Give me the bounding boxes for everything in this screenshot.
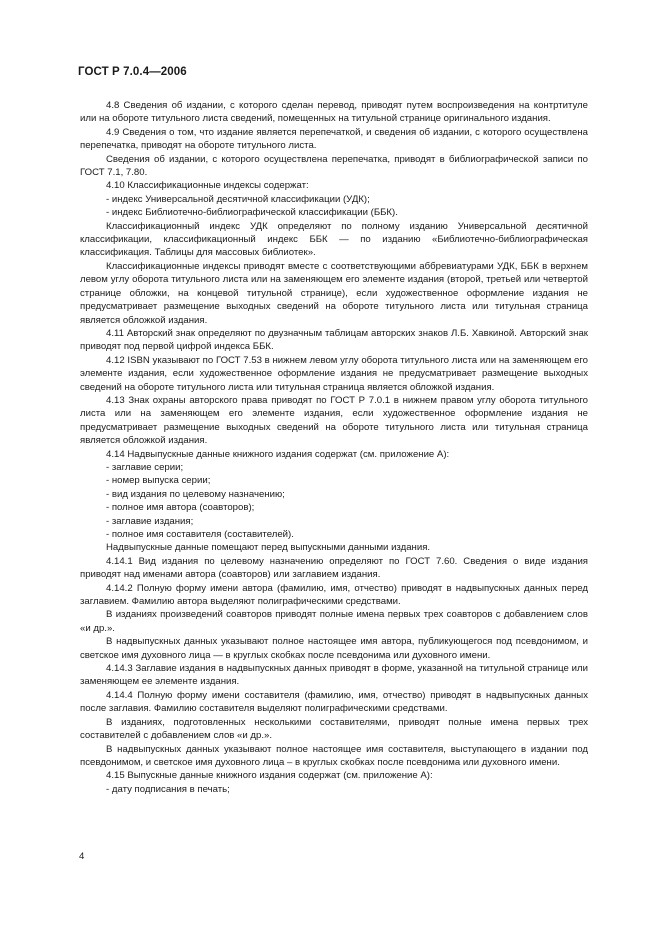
- paragraph: Классификационные индексы приводят вместе с соответствующими аббревиатурами УДК, ББК в верхнем левом углу оборота титульного листа или на заменяющем его элементе издания (второй, третьей или четвертой странице обложки, на концевой титульной странице), если художественное оформление издания не предусматривает размещение выходных сведений на обороте титульного листа или титульная страница является обложкой издания.: [80, 260, 588, 326]
- paragraph: В изданиях произведений соавторов приводят полные имена первых трех соавторов с добавлением слов «и др.».: [80, 609, 588, 634]
- paragraph: 4.14.1 Вид издания по целевому назначению определяют по ГОСТ 7.60. Сведения о виде издания приводят над именами автора (соавторов) или заглавием издания.: [80, 555, 588, 581]
- paragraph: 4.15 Выпускные данные книжного издания содержат (см. приложение А):: [106, 770, 433, 782]
- paragraph: В надвыпускных данных указывают полное настоящее имя составителя, выступающего в издании под псевдонимом, и светское имя духовного лица – в круглых скобках после псевдонима или духовного имени.: [80, 743, 588, 768]
- document-body: [80, 99, 588, 796]
- list-item: - заглавие серии;: [106, 461, 184, 473]
- list-item: - заглавие издания;: [106, 515, 194, 527]
- list-item: - полное имя составителя (составителей).: [106, 529, 294, 540]
- list-item: - полное имя автора (соавторов);: [106, 502, 255, 514]
- paragraph: 4.14.4 Полную форму имени составителя (фамилию, имя, отчество) приводят в надвыпускных данных после заглавия. Фамилию составителя выделяют полиграфическими средствами.: [80, 689, 588, 715]
- list-item: - индекс Универсальной десятичной классификации (УДК);: [106, 193, 370, 205]
- paragraph: Классификационный индекс УДК определяют по полному изданию Универсальной десятичной классификации, классификационный индекс ББК — по изданию «Библиотечно-библиографическая классификация. Таблицы для массовых библиотек».: [80, 220, 588, 259]
- list-item: - номер выпуска серии;: [106, 475, 211, 487]
- page-number: 4: [79, 851, 85, 862]
- paragraph: Сведения об издании, с которого осуществлена перепечатка, приводят в библиографической записи по ГОСТ 7.1, 7.80.: [80, 153, 588, 179]
- paragraph: 4.14 Надвыпускные данные книжного издания содержат (см. приложение А):: [106, 448, 450, 460]
- paragraph: 4.11 Авторский знак определяют по двузначным таблицам авторских знаков Л.Б. Хавкиной. Авторский знак приводят под первой цифрой индекса ББК.: [80, 327, 588, 353]
- paragraph: 4.14.2 Полную форму имени автора (фамилию, имя, отчество) приводят в надвыпускных данных перед заглавием. Фамилию автора выделяют полиграфическими средствами.: [80, 582, 588, 608]
- paragraph: 4.8 Сведения об издании, с которого сделан перевод, приводят путем воспроизведения на контртитуле или на обороте титульного листа сведений, помещенных на титульной странице оригинального издания.: [80, 100, 588, 125]
- paragraph: Надвыпускные данные помещают перед выпускными данными издания.: [106, 542, 431, 554]
- list-item: - дату подписания в печать;: [106, 783, 230, 795]
- paragraph: В надвыпускных данных указывают полное настоящее имя автора, публикующегося под псевдонимом, и светское имя духовного лица — в круглых скобках после псевдонима или духовного имени.: [80, 636, 588, 661]
- list-item: - индекс Библиотечно-библиографической классификации (ББК).: [106, 207, 398, 219]
- paragraph: 4.12 ISBN указывают по ГОСТ 7.53 в нижнем левом углу оборота титульного листа или на заменяющем его элементе издания, если художественное оформление издания не предусматривает размещение выходных сведений на обороте титульного листа или титульная страница является обложкой издания.: [80, 354, 588, 393]
- paragraph: В изданиях, подготовленных несколькими составителями, приводят полные имена первых трех составителей с добавлением слов «и др.».: [80, 716, 588, 742]
- paragraph: 4.9 Сведения о том, что издание является перепечаткой, и сведения об издании, с которого осуществлена перепечатка, приводят на обороте титульного листа.: [80, 126, 588, 152]
- document-header: ГОСТ Р 7.0.4—2006: [78, 66, 187, 78]
- paragraph: 4.13 Знак охраны авторского права приводят по ГОСТ Р 7.0.1 в нижнем правом углу оборота титульного листа или на заменяющем его элементе издания, если художественное оформление издания не предусматривает размещение выходных сведений на обороте титульного листа или титульная страница является обложкой издания.: [80, 394, 588, 447]
- paragraph: 4.10 Классификационные индексы содержат:: [106, 180, 309, 192]
- list-item: - вид издания по целевому назначению;: [106, 488, 285, 500]
- paragraph: 4.14.3 Заглавие издания в надвыпускных данных приводят в форме, указанной на титульной странице или заменяющем ее элементе издания.: [80, 663, 588, 688]
